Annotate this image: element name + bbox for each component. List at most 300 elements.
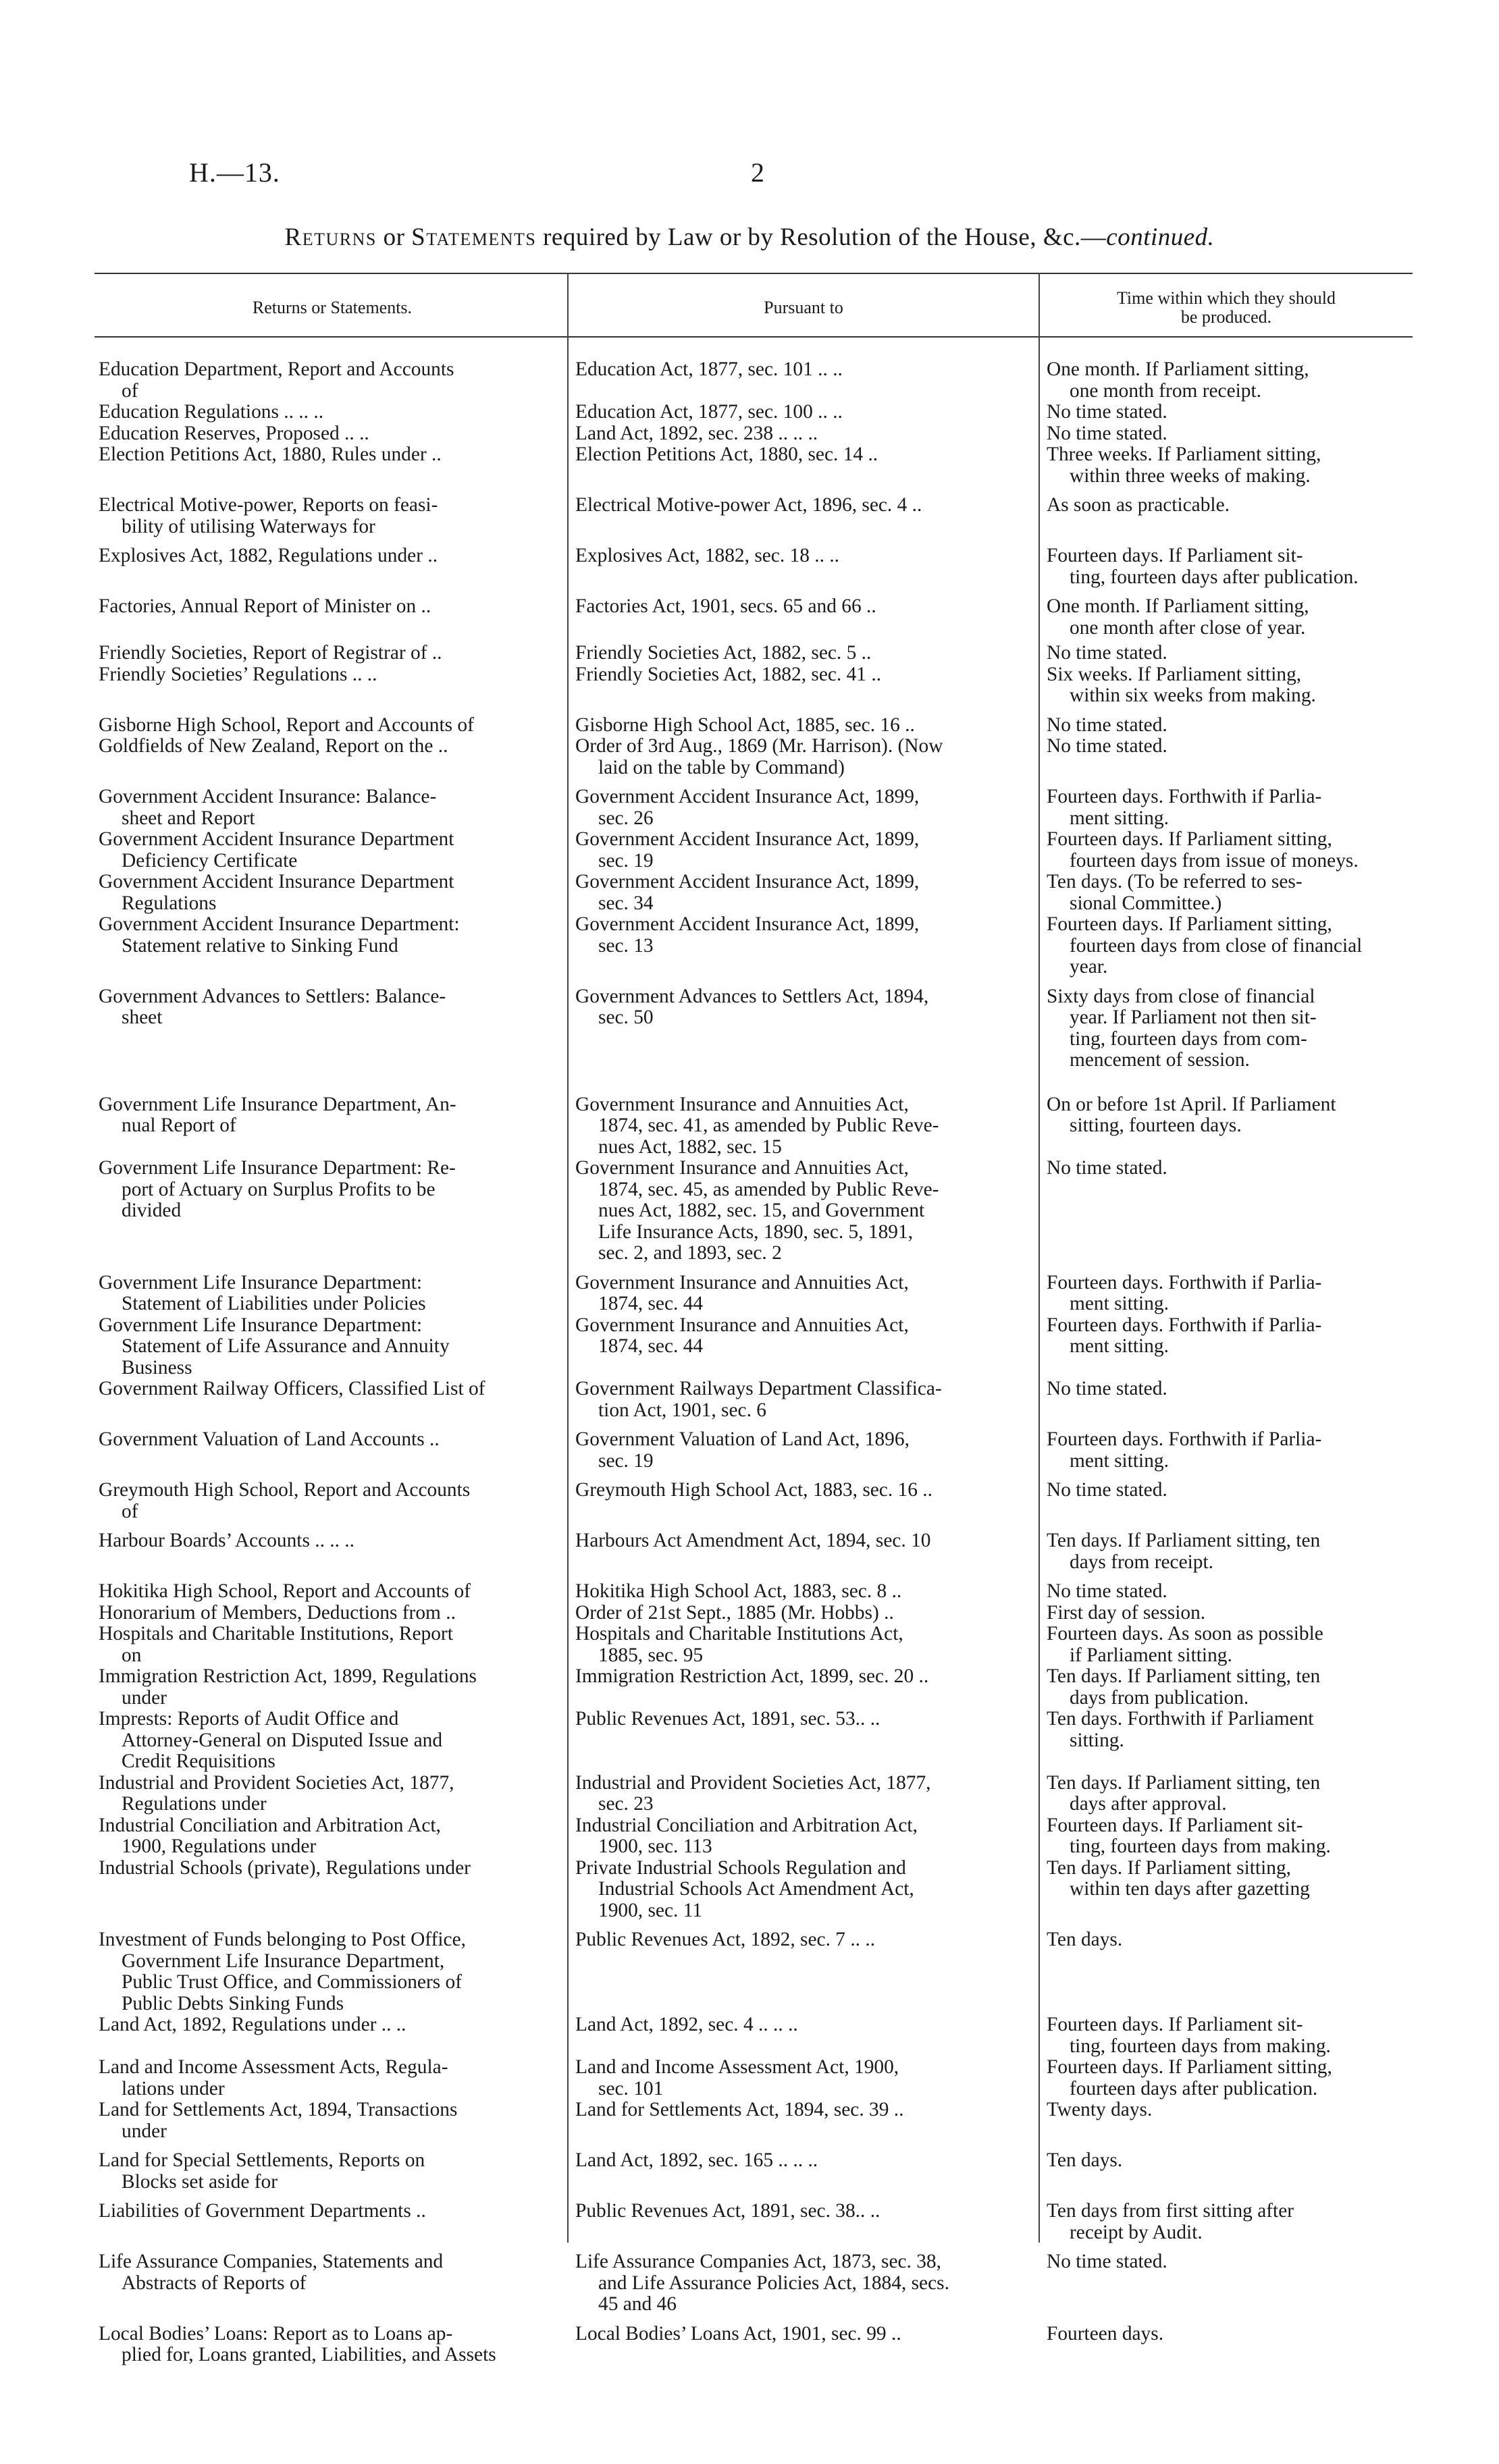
cell-line: Ten days. xyxy=(1047,2150,1123,2171)
cell-line: sitting, fourteen days. xyxy=(1070,1115,1242,1136)
pursuant-to-cell xyxy=(567,2099,1038,2121)
pursuant-to-cell xyxy=(567,664,1038,686)
title-statements: Statements xyxy=(411,223,537,251)
return-name-cell xyxy=(97,1530,567,1552)
cell-line: Government Advances to Settlers Act, 1894, xyxy=(575,986,929,1007)
cell-line: sec. 2, and 1893, sec. 2 xyxy=(598,1243,782,1264)
cell-line: divided xyxy=(122,1200,182,1221)
cell-line: Education Department, Report and Accounts xyxy=(99,359,454,380)
cell-line: Attorney-General on Disputed Issue and xyxy=(122,1730,443,1751)
cell-line: if Parliament sitting. xyxy=(1070,1644,1232,1666)
table-row xyxy=(97,1929,1413,2014)
pursuant-to-cell xyxy=(567,1581,1038,1603)
cell-line: Three weeks. If Parliament sitting, xyxy=(1047,444,1321,465)
return-name-cell xyxy=(97,1581,567,1603)
table-row xyxy=(97,872,1413,914)
cell-line: port of Actuary on Surplus Profits to be xyxy=(122,1179,436,1200)
return-name-cell xyxy=(97,495,567,537)
cell-line: Government Life Insurance Department, An- xyxy=(99,1094,456,1115)
cell-line: plied for, Loans granted, Liabilities, and Assets xyxy=(122,2345,496,2365)
return-name-cell xyxy=(97,986,567,1029)
return-name-cell xyxy=(97,402,567,423)
time-limit-cell xyxy=(1038,2099,1413,2121)
cell-line: Industrial Conciliation and Arbitration Act, xyxy=(99,1815,441,1836)
cell-line: Hokitika High School Act, 1883, sec. 8 .. xyxy=(575,1581,902,1602)
cell-line: Government Railway Officers, Classified List of xyxy=(99,1378,485,1399)
cell-line: As soon as practicable. xyxy=(1047,495,1230,516)
cell-line: Public Trust Office, and Commissioners of xyxy=(122,1972,463,1993)
cell-line: Deficiency Certificate xyxy=(122,850,298,872)
table-row xyxy=(97,1480,1413,1522)
time-limit-cell xyxy=(1038,1378,1413,1400)
return-name-cell xyxy=(97,1480,567,1522)
cell-line: Business xyxy=(122,1357,192,1378)
table-row xyxy=(97,1624,1413,1666)
return-name-cell xyxy=(97,2150,567,2193)
pursuant-to-cell xyxy=(567,643,1038,664)
cell-line: Blocks set aside for xyxy=(122,2171,278,2193)
cell-line: Explosives Act, 1882, sec. 18 .. .. xyxy=(575,545,840,566)
cell-line: Ten days. If Parliament sitting, ten xyxy=(1047,1530,1321,1551)
cell-line: Gisborne High School Act, 1885, sec. 16 .. xyxy=(575,714,915,736)
cell-line: Ten days. If Parliament sitting, ten xyxy=(1047,1666,1321,1687)
cell-line: lations under xyxy=(122,2078,225,2099)
table-row xyxy=(97,1603,1413,1624)
cell-line: ment sitting. xyxy=(1070,1450,1169,1472)
cell-line: 1874, sec. 41, as amended by Public Reve- xyxy=(598,1115,939,1136)
cell-line: Six weeks. If Parliament sitting, xyxy=(1047,664,1302,685)
pursuant-to-cell xyxy=(567,1273,1038,1315)
time-limit-cell xyxy=(1038,2057,1413,2099)
cell-line: Public Revenues Act, 1891, sec. 53.. .. xyxy=(575,1709,880,1730)
cell-line: Local Bodies’ Loans: Report as to Loans ap- xyxy=(99,2323,453,2345)
return-name-cell xyxy=(97,715,567,736)
pursuant-to-cell xyxy=(567,786,1038,829)
cell-line: Government Life Insurance Department: xyxy=(99,1314,423,1336)
pursuant-to-cell xyxy=(567,1603,1038,1624)
table-row xyxy=(97,2057,1413,2099)
time-limit-cell xyxy=(1038,596,1413,639)
time-limit-cell xyxy=(1038,423,1413,445)
return-name-cell xyxy=(97,2099,567,2142)
return-name-cell xyxy=(97,1624,567,1666)
pursuant-to-cell xyxy=(567,1624,1038,1666)
cell-line: Explosives Act, 1882, Regulations under .. xyxy=(99,545,438,566)
cell-line: No time stated. xyxy=(1047,2251,1167,2272)
cell-line: Fourteen days. Forthwith if Parlia- xyxy=(1047,1429,1322,1450)
cell-line: sec. 101 xyxy=(598,2078,664,2099)
time-limit-cell xyxy=(1038,1603,1413,1624)
cell-line: tion Act, 1901, sec. 6 xyxy=(598,1399,766,1421)
cell-line: Government Life Insurance Department: Re- xyxy=(99,1158,456,1179)
cell-line: Harbour Boards’ Accounts .. .. .. xyxy=(99,1530,355,1551)
cell-line: sheet and Report xyxy=(122,807,255,829)
cell-line: under xyxy=(122,2120,167,2142)
cell-line: of xyxy=(122,380,138,402)
pursuant-to-cell xyxy=(567,1815,1038,1858)
cell-line: No time stated. xyxy=(1047,714,1167,736)
cell-line: sitting. xyxy=(1070,1730,1124,1751)
table-row xyxy=(97,1429,1413,1472)
cell-line: Greymouth High School, Report and Accounts xyxy=(99,1480,471,1501)
cell-line: Fourteen days. If Parliament sitting, xyxy=(1047,2057,1332,2078)
pursuant-to-cell xyxy=(567,2201,1038,2222)
cell-line: No time stated. xyxy=(1047,1158,1167,1179)
cell-line: Land and Income Assessment Act, 1900, xyxy=(575,2057,899,2078)
cell-line: Abstracts of Reports of xyxy=(122,2272,307,2294)
table-row xyxy=(97,829,1413,872)
table-row xyxy=(97,2201,1413,2243)
cell-line: Education Reserves, Proposed .. .. xyxy=(99,423,369,444)
time-limit-cell xyxy=(1038,2201,1413,2243)
pursuant-to-cell xyxy=(567,1773,1038,1815)
pursuant-to-cell xyxy=(567,1530,1038,1552)
cell-line: of xyxy=(122,1501,138,1522)
cell-line: nues Act, 1882, sec. 15, and Government xyxy=(598,1200,925,1221)
pursuant-to-cell xyxy=(567,2150,1038,2172)
cell-line: Fourteen days. As soon as possible xyxy=(1047,1624,1323,1644)
column-header-time-line2: be produced. xyxy=(1180,307,1272,327)
cell-line: Factories Act, 1901, secs. 65 and 66 .. xyxy=(575,596,876,617)
time-limit-cell xyxy=(1038,1315,1413,1358)
cell-line: No time stated. xyxy=(1047,423,1167,444)
return-name-cell xyxy=(97,1429,567,1451)
table-row xyxy=(97,2251,1413,2315)
column-header-pursuant: Pursuant to xyxy=(764,298,843,317)
cell-line: Factories, Annual Report of Minister on .. xyxy=(99,596,431,617)
time-limit-cell xyxy=(1038,545,1413,588)
cell-line: ting, fourteen days from making. xyxy=(1070,2035,1331,2057)
pursuant-to-cell xyxy=(567,2014,1038,2036)
cell-line: Land for Settlements Act, 1894, Transactions xyxy=(99,2099,458,2120)
cell-line: Hospitals and Charitable Institutions Act, xyxy=(575,1624,903,1644)
return-name-cell xyxy=(97,2251,567,2294)
table-row xyxy=(97,643,1413,664)
pursuant-to-cell xyxy=(567,423,1038,445)
return-name-cell xyxy=(97,1929,567,2014)
cell-line: Statement of Life Assurance and Annuity xyxy=(122,1336,450,1357)
return-name-cell xyxy=(97,1378,567,1400)
pursuant-to-cell xyxy=(567,1315,1038,1358)
cell-line: Land Act, 1892, sec. 4 .. .. .. xyxy=(575,2014,798,2035)
cell-line: Ten days. If Parliament sitting, xyxy=(1047,1857,1291,1879)
cell-line: Land and Income Assessment Acts, Regula- xyxy=(99,2057,448,2078)
pursuant-to-cell xyxy=(567,2324,1038,2345)
time-limit-cell xyxy=(1038,1530,1413,1573)
cell-line: Government Valuation of Land Accounts .. xyxy=(99,1429,440,1450)
table-row xyxy=(97,1858,1413,1922)
time-limit-cell xyxy=(1038,1815,1413,1858)
cell-line: 1900, sec. 11 xyxy=(598,1900,702,1921)
time-limit-cell xyxy=(1038,1624,1413,1666)
table-row xyxy=(97,1315,1413,1379)
cell-line: one month from receipt. xyxy=(1070,380,1262,402)
cell-line: Ten days. Forthwith if Parliament xyxy=(1047,1709,1314,1730)
return-name-cell xyxy=(97,664,567,686)
cell-line: Education Regulations .. .. .. xyxy=(99,402,324,423)
return-name-cell xyxy=(97,545,567,567)
column-header-time-line1: Time within which they should xyxy=(1116,288,1336,308)
pursuant-to-cell xyxy=(567,596,1038,618)
cell-line: Life Assurance Companies Act, 1873, sec. 38, xyxy=(575,2251,941,2272)
time-limit-cell xyxy=(1038,1773,1413,1815)
column-header-returns: Returns or Statements. xyxy=(252,298,413,317)
cell-line: sec. 19 xyxy=(598,1450,654,1472)
cell-line: Statement of Liabilities under Policies xyxy=(122,1293,426,1314)
time-limit-cell xyxy=(1038,715,1413,736)
cell-line: 1874, sec. 45, as amended by Public Reve- xyxy=(598,1179,939,1200)
cell-line: No time stated. xyxy=(1047,1378,1167,1399)
cell-line: days from receipt. xyxy=(1070,1551,1213,1573)
pursuant-to-cell xyxy=(567,1709,1038,1730)
cell-line: Electrical Motive-power Act, 1896, sec. 4 .. xyxy=(575,495,922,516)
cell-line: Twenty days. xyxy=(1047,2099,1153,2120)
pursuant-to-cell xyxy=(567,402,1038,423)
cell-line: Regulations under xyxy=(122,1794,267,1815)
return-name-cell xyxy=(97,1273,567,1315)
pursuant-to-cell xyxy=(567,1929,1038,1951)
cell-line: Education Act, 1877, sec. 101 .. .. xyxy=(575,359,843,380)
cell-line: Order of 21st Sept., 1885 (Mr. Hobbs) .. xyxy=(575,1602,894,1624)
time-limit-cell xyxy=(1038,986,1413,1071)
return-name-cell xyxy=(97,2057,567,2099)
pursuant-to-cell xyxy=(567,872,1038,914)
cell-line: Fourteen days. Forthwith if Parlia- xyxy=(1047,1272,1322,1293)
cell-line: Statement relative to Sinking Fund xyxy=(122,935,398,957)
cell-line: Fourteen days. Forthwith if Parlia- xyxy=(1047,786,1322,807)
time-limit-cell xyxy=(1038,2150,1413,2172)
cell-line: nues Act, 1882, sec. 15 xyxy=(598,1136,782,1158)
cell-line: Fourteen days. If Parliament sit- xyxy=(1047,545,1303,566)
cell-line: 1874, sec. 44 xyxy=(598,1336,704,1357)
table-row xyxy=(97,1773,1413,1815)
cell-line: No time stated. xyxy=(1047,402,1167,423)
cell-line: Fourteen days. If Parliament sit- xyxy=(1047,2014,1303,2035)
return-name-cell xyxy=(97,1815,567,1858)
pursuant-to-cell xyxy=(567,495,1038,516)
return-name-cell xyxy=(97,1773,567,1815)
cell-line: Public Debts Sinking Funds xyxy=(122,1993,344,2014)
cell-line: Fourteen days. Forthwith if Parlia- xyxy=(1047,1314,1322,1336)
return-name-cell xyxy=(97,1094,567,1137)
table-row xyxy=(97,359,1413,402)
pursuant-to-cell xyxy=(567,1094,1038,1158)
time-limit-cell xyxy=(1038,1480,1413,1501)
time-limit-cell xyxy=(1038,829,1413,872)
pursuant-to-cell xyxy=(567,1858,1038,1922)
cell-line: Government Insurance and Annuities Act, xyxy=(575,1094,909,1115)
cell-line: Election Petitions Act, 1880, Rules under .. xyxy=(99,444,442,465)
cell-line: Government Accident Insurance Act, 1899, xyxy=(575,786,920,807)
cell-line: sec. 23 xyxy=(598,1794,654,1815)
return-name-cell xyxy=(97,2324,567,2366)
pursuant-to-cell xyxy=(567,2057,1038,2099)
cell-line: Industrial and Provident Societies Act, 1877, xyxy=(99,1772,454,1794)
title-middle: required by Law or by Resolution of the House, &c.— xyxy=(536,223,1107,251)
time-limit-cell xyxy=(1038,643,1413,664)
cell-line: Regulations xyxy=(122,892,217,914)
cell-line: within ten days after gazetting xyxy=(1070,1879,1310,1900)
cell-line: sheet xyxy=(122,1007,163,1028)
table-row xyxy=(97,1378,1413,1421)
cell-line: One month. If Parliament sitting, xyxy=(1047,596,1309,617)
cell-line: Investment of Funds belonging to Post Office, xyxy=(99,1929,466,1950)
pursuant-to-cell xyxy=(567,444,1038,466)
cell-line: ment sitting. xyxy=(1070,1293,1169,1314)
cell-line: receipt by Audit. xyxy=(1070,2222,1203,2243)
time-limit-cell xyxy=(1038,1273,1413,1315)
cell-line: Fourteen days. If Parliament sitting, xyxy=(1047,829,1332,850)
cell-line: Ten days. (To be referred to ses- xyxy=(1047,872,1303,892)
table-row xyxy=(97,736,1413,778)
return-name-cell xyxy=(97,872,567,914)
cell-line: Government Valuation of Land Act, 1896, xyxy=(575,1429,910,1450)
title-continued: continued. xyxy=(1106,223,1215,251)
time-limit-cell xyxy=(1038,495,1413,516)
cell-line: Election Petitions Act, 1880, sec. 14 .. xyxy=(575,444,878,465)
time-limit-cell xyxy=(1038,664,1413,707)
cell-line: Government Accident Insurance Department xyxy=(99,829,454,850)
cell-line: Government Accident Insurance: Balance- xyxy=(99,786,437,807)
cell-line: within six weeks from making. xyxy=(1070,685,1316,706)
pursuant-to-cell xyxy=(567,914,1038,957)
cell-line: Industrial Conciliation and Arbitration Act, xyxy=(575,1815,918,1836)
pursuant-to-cell xyxy=(567,715,1038,736)
cell-line: Sixty days from close of financial xyxy=(1047,986,1315,1007)
cell-line: On or before 1st April. If Parliament xyxy=(1047,1094,1336,1115)
cell-line: days from publication. xyxy=(1070,1687,1249,1709)
time-limit-cell xyxy=(1038,2014,1413,2057)
table-row xyxy=(97,786,1413,829)
table-row xyxy=(97,2324,1413,2366)
cell-line: one month after close of year. xyxy=(1070,617,1306,639)
time-limit-cell xyxy=(1038,1666,1413,1709)
cell-line: sec. 34 xyxy=(598,892,654,914)
cell-line: Friendly Societies’ Regulations .. .. xyxy=(99,664,377,685)
time-limit-cell xyxy=(1038,1094,1413,1137)
cell-line: Government Accident Insurance Act, 1899, xyxy=(575,872,920,892)
title-or: or xyxy=(376,223,412,251)
time-limit-cell xyxy=(1038,736,1413,757)
cell-line: sec. 13 xyxy=(598,935,654,957)
return-name-cell xyxy=(97,1666,567,1709)
return-name-cell xyxy=(97,1603,567,1624)
cell-line: Gisborne High School, Report and Accounts of xyxy=(99,714,474,736)
cell-line: 1885, sec. 95 xyxy=(598,1644,704,1666)
cell-line: ment sitting. xyxy=(1070,1336,1169,1357)
cell-line: Fourteen days. xyxy=(1047,2323,1164,2345)
cell-line: Government Advances to Settlers: Balance- xyxy=(99,986,446,1007)
cell-line: Land for Special Settlements, Reports on xyxy=(99,2150,425,2171)
cell-line: Harbours Act Amendment Act, 1894, sec. 10 xyxy=(575,1530,931,1551)
table-row xyxy=(97,715,1413,736)
table-row xyxy=(97,1158,1413,1264)
table-row xyxy=(97,986,1413,1071)
cell-line: Imprests: Reports of Audit Office and xyxy=(99,1709,399,1730)
cell-line: Hokitika High School, Report and Accounts of xyxy=(99,1581,471,1602)
cell-line: Honorarium of Members, Deductions from .. xyxy=(99,1602,456,1624)
cell-line: under xyxy=(122,1687,167,1709)
cell-line: No time stated. xyxy=(1047,643,1167,664)
cell-line: nual Report of xyxy=(122,1115,236,1136)
cell-line: Government Life Insurance Department, xyxy=(122,1950,445,1972)
return-name-cell xyxy=(97,596,567,618)
cell-line: bility of utilising Waterways for xyxy=(122,516,375,537)
cell-line: Government Insurance and Annuities Act, xyxy=(575,1314,909,1336)
page-reference: H.—13. xyxy=(189,157,280,188)
cell-line: Land Act, 1892, sec. 238 .. .. .. xyxy=(575,423,818,444)
cell-line: Immigration Restriction Act, 1899, sec. 20 .. xyxy=(575,1666,929,1687)
cell-line: fourteen days from close of financial xyxy=(1070,935,1363,957)
pursuant-to-cell xyxy=(567,1480,1038,1501)
return-name-cell xyxy=(97,1315,567,1379)
return-name-cell xyxy=(97,736,567,757)
table-row xyxy=(97,495,1413,537)
table-row xyxy=(97,402,1413,423)
cell-line: No time stated. xyxy=(1047,1480,1167,1501)
cell-line: No time stated. xyxy=(1047,1581,1167,1602)
cell-line: Government Life Insurance Department: xyxy=(99,1272,423,1293)
time-limit-cell xyxy=(1038,2251,1413,2273)
table-row xyxy=(97,1815,1413,1858)
table-row xyxy=(97,1709,1413,1773)
table-row xyxy=(97,1530,1413,1573)
cell-line: Land Act, 1892, sec. 165 .. .. .. xyxy=(575,2150,818,2171)
title-returns: Returns xyxy=(284,223,377,251)
cell-line: Liabilities of Government Departments .. xyxy=(99,2201,426,2222)
cell-line: Electrical Motive-power, Reports on feasi- xyxy=(99,495,438,516)
table-row xyxy=(97,2099,1413,2142)
pursuant-to-cell xyxy=(567,829,1038,872)
cell-line: Government Insurance and Annuities Act, xyxy=(575,1158,909,1179)
time-limit-cell xyxy=(1038,1158,1413,1179)
cell-line: Ten days from first sitting after xyxy=(1047,2201,1294,2222)
pursuant-to-cell xyxy=(567,359,1038,381)
cell-line: Industrial Schools Act Amendment Act, xyxy=(598,1879,914,1900)
cell-line: fourteen days after publication. xyxy=(1070,2078,1318,2099)
cell-line: laid on the table by Command) xyxy=(598,757,845,778)
cell-line: Local Bodies’ Loans Act, 1901, sec. 99 .. xyxy=(575,2323,901,2345)
cell-line: on xyxy=(122,1644,142,1666)
pursuant-to-cell xyxy=(567,1158,1038,1264)
cell-line: Industrial Schools (private), Regulations under xyxy=(99,1857,471,1879)
cell-line: Friendly Societies Act, 1882, sec. 5 .. xyxy=(575,643,872,664)
pursuant-to-cell xyxy=(567,736,1038,778)
cell-line: Hospitals and Charitable Institutions, Report xyxy=(99,1624,453,1644)
table-row xyxy=(97,423,1413,445)
pursuant-to-cell xyxy=(567,1429,1038,1472)
table-row xyxy=(97,596,1413,639)
cell-line: Private Industrial Schools Regulation and xyxy=(575,1857,906,1879)
cell-line: Friendly Societies, Report of Registrar of .. xyxy=(99,643,442,664)
cell-line: Greymouth High School Act, 1883, sec. 16 .. xyxy=(575,1480,932,1501)
cell-line: Government Accident Insurance Act, 1899, xyxy=(575,914,920,935)
cell-line: sec. 19 xyxy=(598,850,654,872)
return-name-cell xyxy=(97,829,567,872)
cell-line: Government Accident Insurance Department xyxy=(99,872,454,892)
table-row xyxy=(97,2014,1413,2057)
cell-line: Industrial and Provident Societies Act, 1877, xyxy=(575,1772,931,1794)
cell-line: days after approval. xyxy=(1070,1794,1227,1815)
cell-line: and Life Assurance Policies Act, 1884, secs. xyxy=(598,2272,949,2294)
cell-line: fourteen days from issue of moneys. xyxy=(1070,850,1359,872)
cell-line: Public Revenues Act, 1891, sec. 38.. .. xyxy=(575,2201,880,2222)
return-name-cell xyxy=(97,1709,567,1773)
table-top-rule xyxy=(95,273,1413,274)
cell-line: Friendly Societies Act, 1882, sec. 41 .. xyxy=(575,664,882,685)
table-row xyxy=(97,1273,1413,1315)
time-limit-cell xyxy=(1038,1858,1413,1900)
